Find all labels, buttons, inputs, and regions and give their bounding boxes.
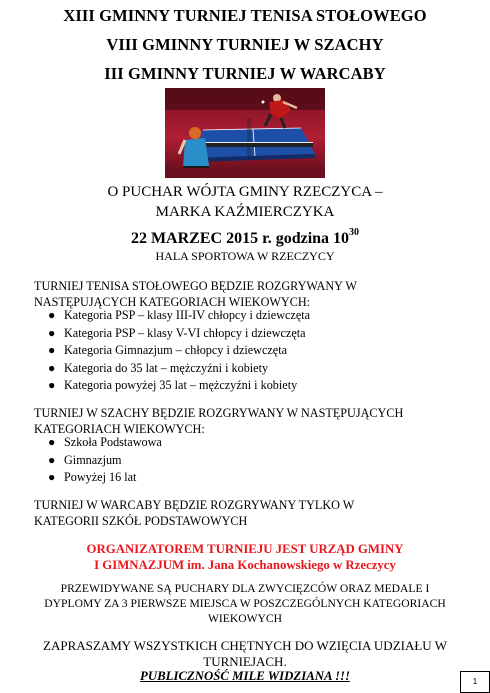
chess-category: Szkoła Podstawowa (64, 435, 162, 449)
bullet-icon: ● (48, 360, 56, 375)
list-item (44, 360, 310, 378)
list-item (44, 307, 310, 325)
bullet-icon: ● (48, 325, 56, 340)
organizer-line-1: ORGANIZATOREM TURNIEJU JEST URZĄD GMINY (86, 542, 404, 556)
tennis-intro-line-1: TURNIEJ TENISA STOŁOWEGO BĘDZIE ROZGRYWANY W (34, 279, 357, 293)
tennis-category: Kategoria Gimnazjum – chłopcy i dziewczęta (64, 343, 288, 357)
bullet-icon: ● (48, 470, 56, 484)
tennis-category: Kategoria PSP – klasy V-VI chłopcy i dziewczęta (64, 325, 306, 340)
list-item (44, 452, 162, 470)
title-chess: VIII GMINNY TURNIEJ W SZACHY (106, 35, 384, 54)
bullet-icon: ● (48, 452, 56, 467)
event-date-text: 22 MARZEC 2015 r. godzina 10 (130, 230, 350, 247)
chess-category-list (44, 434, 162, 487)
tennis-category: Kategoria do 35 lat – mężczyźni i kobiety (64, 360, 269, 375)
page-number: 1 (460, 671, 490, 693)
tennis-category: Kategoria PSP – klasy III-IV chłopcy i dziewczęta (64, 308, 311, 322)
checkers-line-2: KATEGORII SZKÓŁ PODSTAWOWYCH (34, 514, 248, 528)
chess-category: Powyżej 16 lat (64, 470, 137, 484)
bullet-icon: ● (48, 343, 56, 357)
bullet-icon: ● (48, 378, 56, 392)
prizes-line-2: DYPLOMY ZA 3 PIERWSZE MIEJSCA W POSZCZEGÓLNYCH KATEGORIACH (44, 597, 446, 610)
chess-category: Gimnazjum (64, 452, 122, 467)
tennis-category: Kategoria powyżej 35 lat – mężczyźni i kobiety (64, 378, 298, 392)
invite-line-1: ZAPRASZAMY WSZYSTKICH CHĘTNYCH DO WZIĘCIA UDZIAŁU W (43, 638, 447, 653)
list-item (44, 434, 162, 452)
table-tennis-photo (165, 88, 325, 178)
event-time-superscript: 30 (349, 227, 360, 238)
tennis-category-list (44, 307, 310, 395)
event-venue: HALA SPORTOWA W RZECZYCY (155, 249, 335, 263)
list-item (44, 325, 310, 343)
event-date (0, 227, 490, 248)
title-checkers: III GMINNY TURNIEJ W WARCABY (104, 64, 386, 83)
tennis-intro-line-2: NASTĘPUJĄCYCH KATEGORIACH WIEKOWYCH: (34, 295, 311, 309)
list-item (44, 469, 162, 487)
cup-line-1: O PUCHAR WÓJTA GMINY RZECZYCA – (107, 184, 383, 200)
checkers-line-1: TURNIEJ W WARCABY BĘDZIE ROZGRYWANY TYLKO W (34, 498, 355, 512)
bullet-icon: ● (48, 435, 56, 449)
prizes-line-1: PRZEWIDYWANE SĄ PUCHARY DLA ZWYCIĘZCÓW ORAZ MEDALE I (60, 582, 430, 595)
invite-line-2: TURNIEJACH. (203, 654, 287, 669)
list-item (44, 377, 310, 395)
chess-intro-line-1: TURNIEJ W SZACHY BĘDZIE ROZGRYWANY W NASTĘPUJĄCYCH (34, 406, 404, 420)
title-table-tennis: XIII GMINNY TURNIEJ TENISA STOŁOWEGO (63, 6, 427, 25)
bullet-icon: ● (48, 308, 56, 322)
cup-line-2: MARKA KAŹMIERCZYKA (155, 204, 335, 220)
list-item (44, 342, 310, 360)
prizes-line-3: WIEKOWYCH (207, 612, 283, 625)
chess-intro-line-2: KATEGORIACH WIEKOWYCH: (34, 422, 205, 436)
organizer-line-2: I GIMNAZJUM im. Jana Kochanowskiego w Rzeczycy (94, 558, 396, 572)
public-welcome: PUBLICZNOŚĆ MILE WIDZIANA !!! (140, 669, 350, 683)
